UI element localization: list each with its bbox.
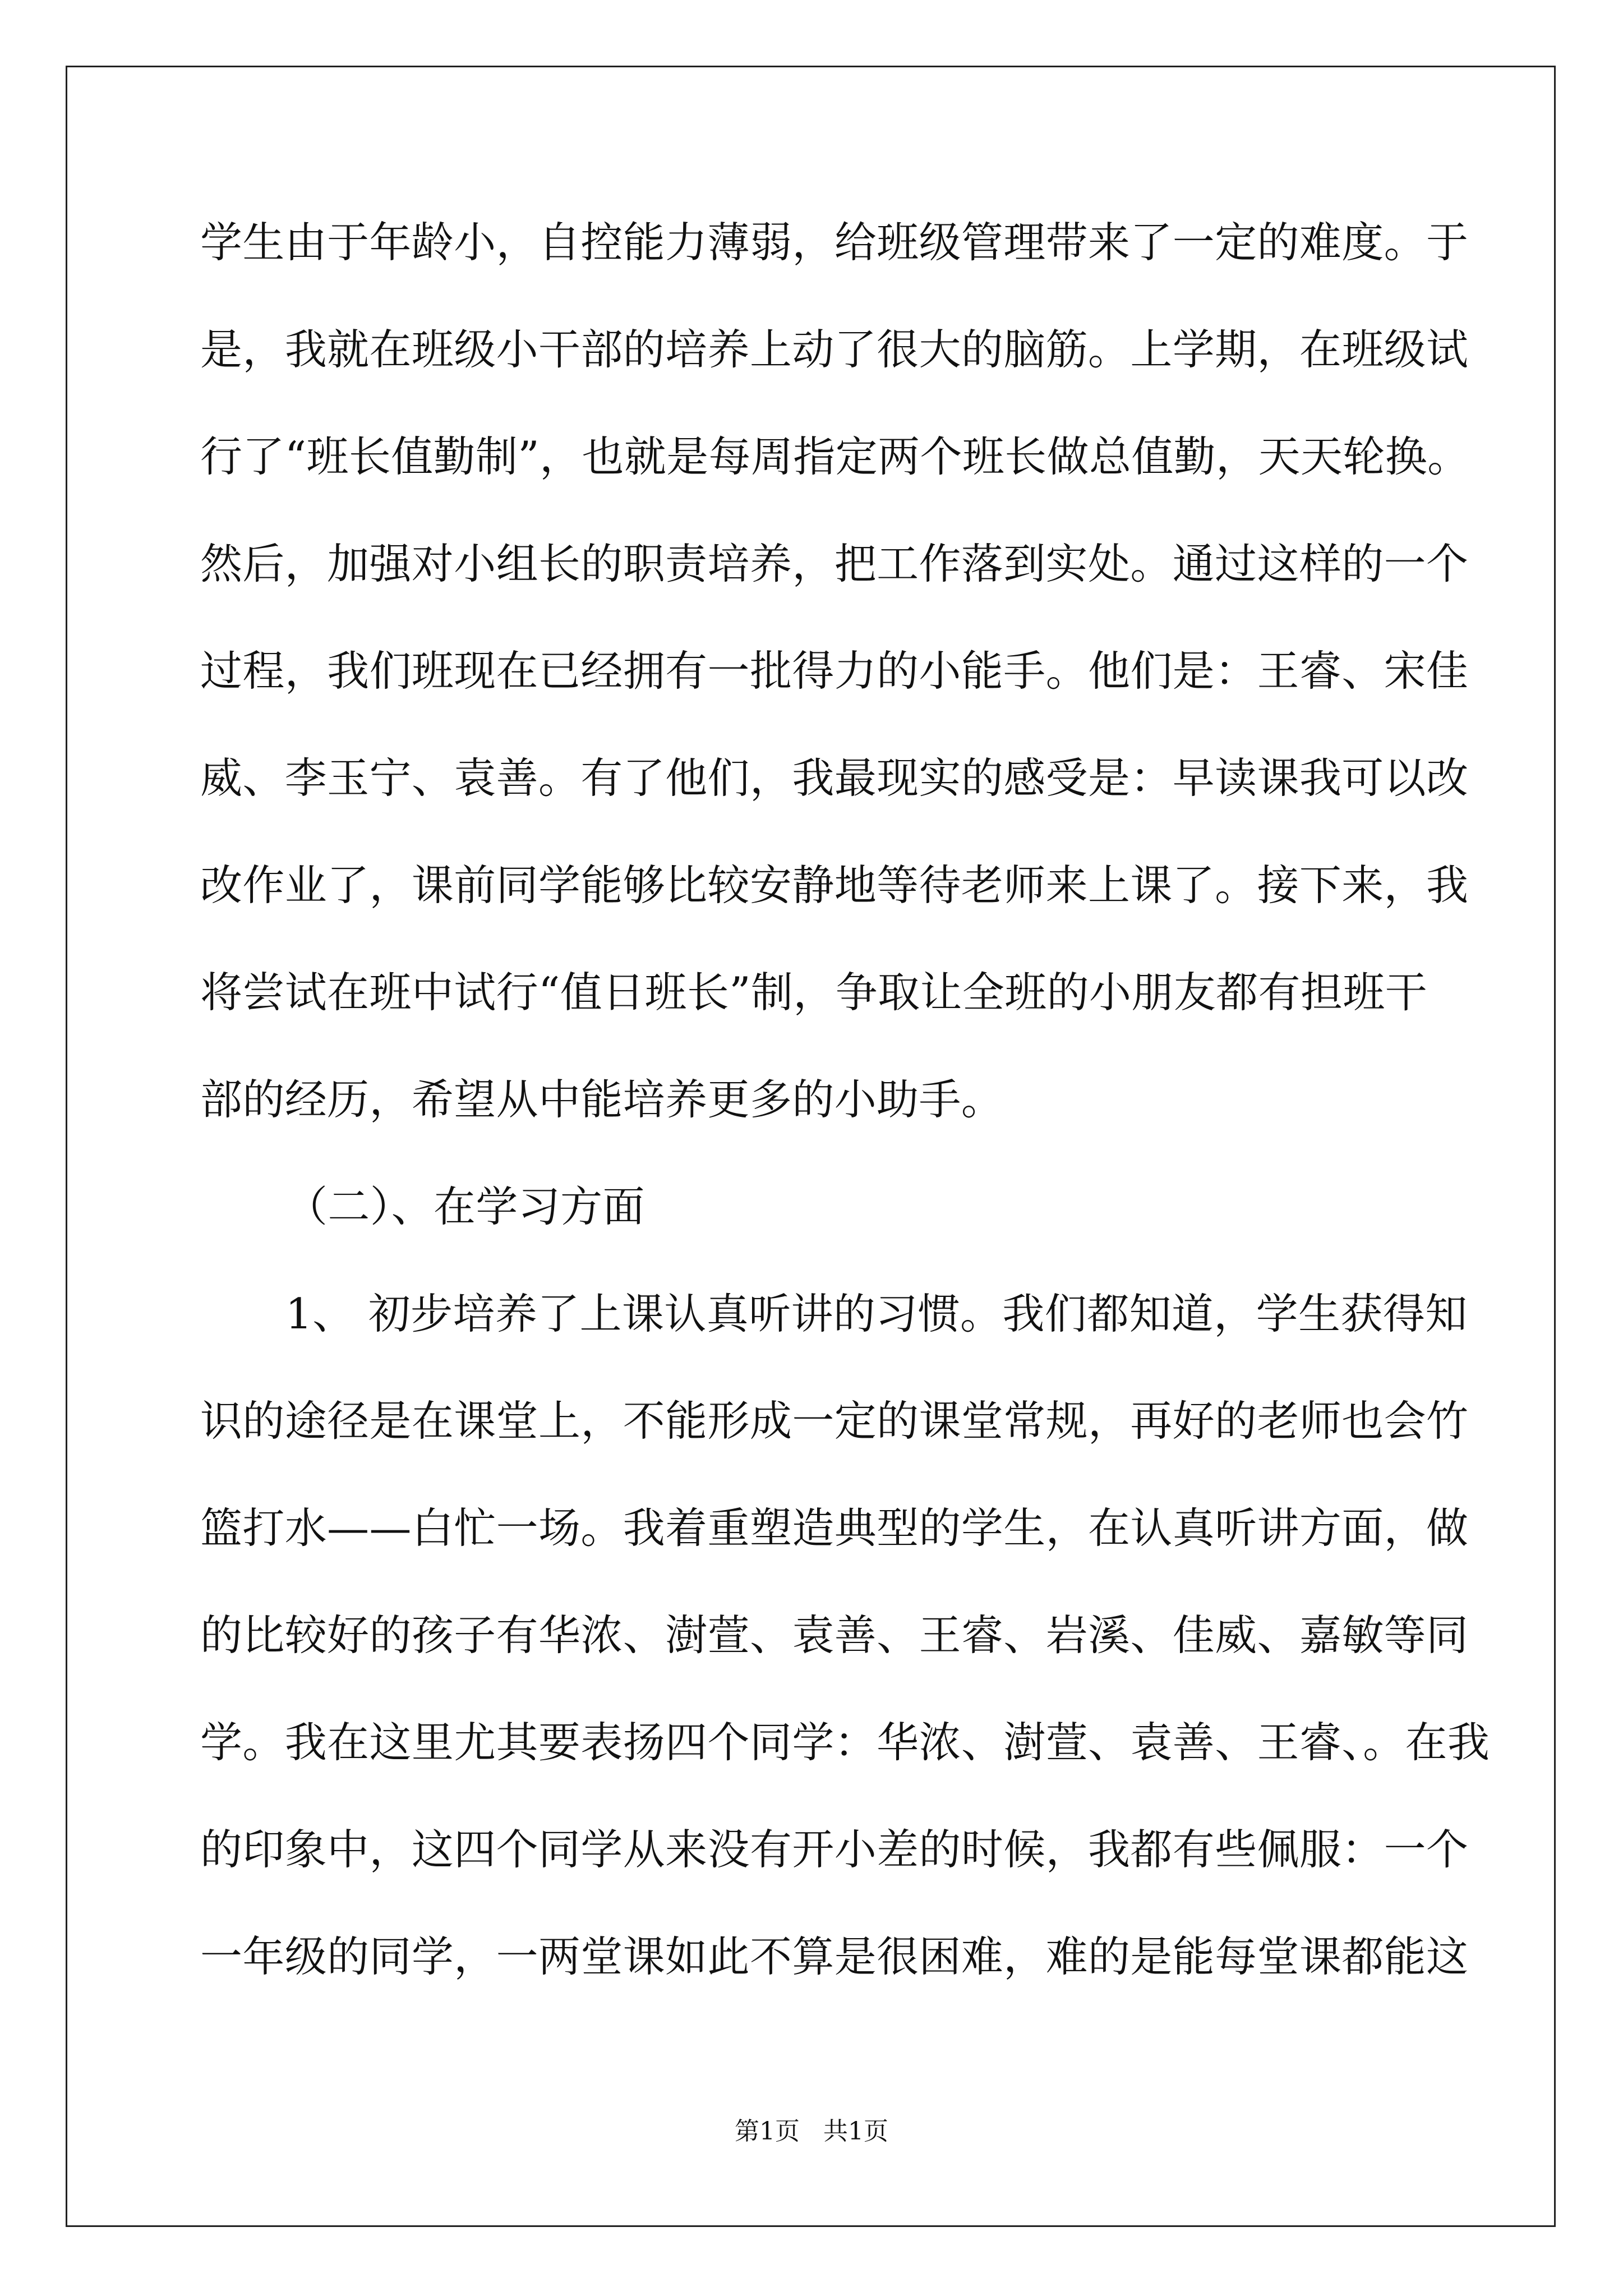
paragraph-line: 然后，加强对小组长的职责培养，把工作落到实处。通过这样的一个 <box>200 539 1469 588</box>
paragraph-line: 行了“班长值勤制”，也就是每周指定两个班长做总值勤，天天轮换。 <box>200 432 1470 481</box>
paragraph-line: 一年级的同学，一两堂课如此不算是很困难，难的是能每堂课都能这 <box>200 1932 1469 1981</box>
paragraph-line: 篮打水——白忙一场。我着重塑造典型的学生，在认真听讲方面，做 <box>200 1503 1469 1553</box>
paragraph-line: 1、 初步培养了上课认真听讲的习惯。我们都知道，学生获得知 <box>285 1289 1468 1338</box>
paragraph-line: 改作业了，课前同学能够比较安静地等待老师来上课了。接下来，我 <box>200 861 1469 910</box>
paragraph-line: 过程，我们班现在已经拥有一批得力的小能手。他们是：王睿、宋佳 <box>200 646 1469 696</box>
paragraph-line: 将尝试在班中试行“值日班长”制，争取让全班的小朋友都有担班干 <box>200 968 1428 1017</box>
paragraph-line: 识的途径是在课堂上，不能形成一定的课堂常规，再好的老师也会竹 <box>200 1396 1469 1446</box>
paragraph-line: 部的经历，希望从中能培养更多的小助手。 <box>200 1075 1004 1124</box>
paragraph-line: 学生由于年龄小，自控能力薄弱，给班级管理带来了一定的难度。于 <box>200 218 1469 267</box>
paragraph-line: 的印象中，这四个同学从来没有开小差的时候，我都有些佩服：一个 <box>200 1825 1469 1874</box>
paragraph-line: 威、李玉宁、袁善。有了他们，我最现实的感受是：早读课我可以改 <box>200 753 1469 803</box>
page-number-footer: 第1页 共1页 <box>735 2117 888 2146</box>
page-border <box>66 66 1556 2227</box>
section-heading: （二）、在学习方面 <box>285 1182 645 1231</box>
paragraph-line: 的比较好的孩子有华浓、澍萱、袁善、王睿、岩溪、佳威、嘉敏等同 <box>200 1611 1469 1660</box>
paragraph-line: 是，我就在班级小干部的培养上动了很大的脑筋。上学期，在班级试 <box>200 325 1469 374</box>
paragraph-line: 学。我在这里尤其要表扬四个同学：华浓、澍萱、袁善、王睿、。在我 <box>200 1718 1490 1767</box>
